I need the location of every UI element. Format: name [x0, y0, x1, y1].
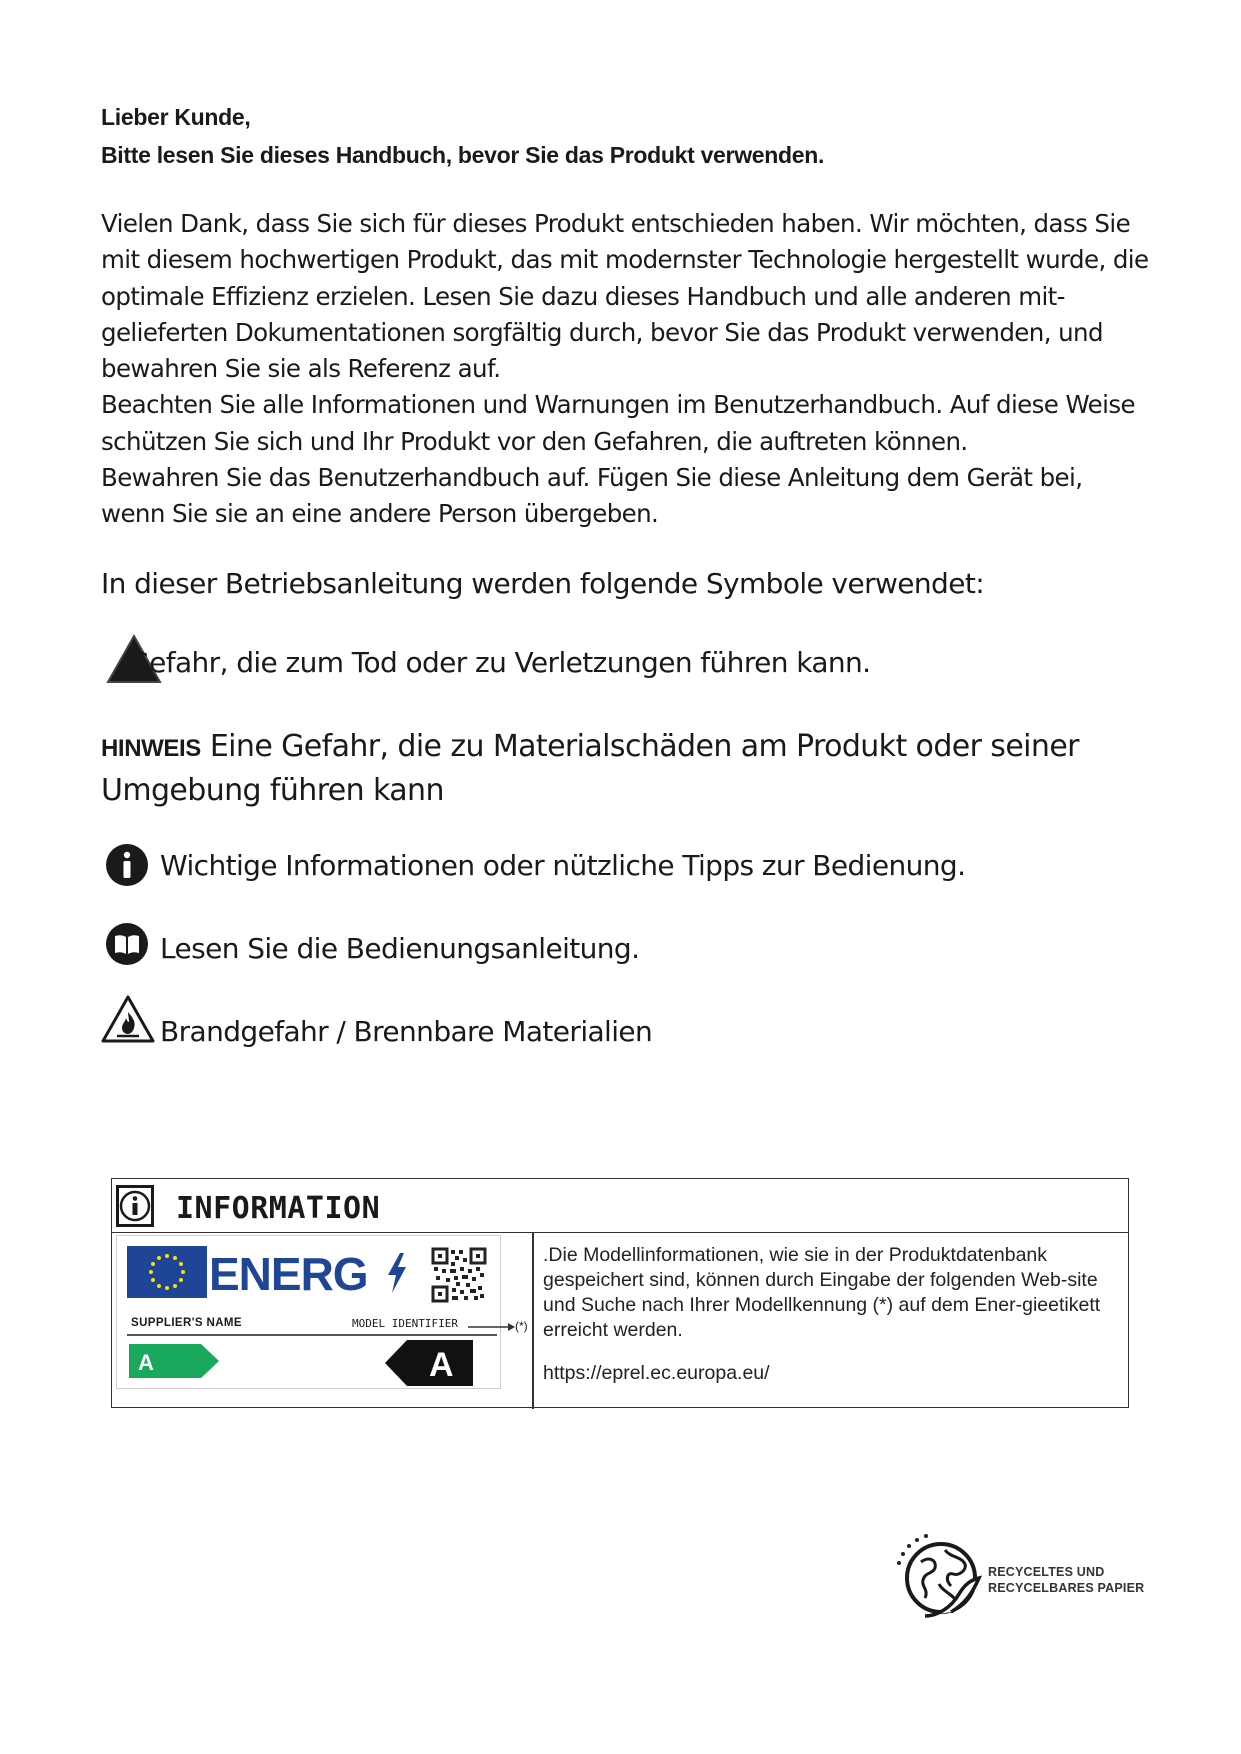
- notice-label: HINWEIS: [101, 735, 201, 762]
- energy-brand-logo: [207, 1246, 368, 1300]
- energy-class-scale-arrow: [129, 1344, 221, 1378]
- notice-row: [101, 726, 1161, 812]
- symbols-heading: In dieser Betriebsanleitung werden folgende Symbole verwendet:: [101, 567, 985, 600]
- notice-description: Eine Gefahr, die zu Materialschäden am Produkt oder seiner Umgebung führen kann: [101, 729, 1079, 808]
- manual-description: Lesen Sie die Bedienungsanleitung.: [160, 932, 640, 965]
- energy-class-rating-letter: A: [429, 1346, 454, 1384]
- information-text: [543, 1243, 1113, 1386]
- energy-class-scale-letter: A: [138, 1350, 154, 1375]
- label-divider: [127, 1334, 497, 1336]
- eu-flag-icon: [127, 1246, 207, 1298]
- recycled-paper-label: [988, 1564, 1144, 1596]
- recycled-paper-line-1: RECYCELTES UND: [988, 1565, 1105, 1579]
- information-title: INFORMATION: [176, 1191, 381, 1226]
- intro-paragraph-1: Vielen Dank, dass Sie sich für dieses Produkt entschieden haben. Wir möchten, dass Sie mit diesem hochwertigen Produkt, das mit modernster Technologie hergestellt wurde, die optimale Effizienz erzielen. Lesen Sie dazu dieses Handbuch und alle anderen mit-gelieferten Dokumentationen sorgfältig durch, bevor Sie das Produkt verwenden, und bewahren Sie sie als Referenz auf.: [101, 209, 1149, 384]
- energy-label: [116, 1235, 501, 1389]
- fire-description: Brandgefahr / Brennbare Materialien: [160, 1015, 653, 1048]
- danger-description: Gefahr, die zum Tod oder zu Verletzungen führen kann.: [128, 646, 871, 679]
- recycled-paper-line-2: RECYCELBARES PAPIER: [988, 1581, 1145, 1595]
- lightning-icon: [384, 1251, 410, 1295]
- qr-code-icon: [432, 1248, 486, 1302]
- fire-hazard-icon: [100, 994, 156, 1044]
- greeting-salutation: Lieber Kunde,: [101, 104, 251, 130]
- energy-brand-text: ENERG: [209, 1248, 368, 1300]
- model-pointer-arrow: [468, 1321, 516, 1333]
- info-square-icon: [116, 1185, 154, 1227]
- greeting: [101, 98, 824, 174]
- supplier-name-label: SUPPLIER'S NAME: [131, 1317, 242, 1329]
- information-header: [112, 1179, 1128, 1233]
- intro-paragraph-3: Bewahren Sie das Benutzerhandbuch auf. Fügen Sie diese Anleitung dem Gerät bei, wenn Sie sie an eine andere Person übergeben.: [101, 463, 1083, 529]
- information-box: [111, 1178, 1129, 1408]
- read-manual-icon: [104, 921, 150, 967]
- information-column-divider: [532, 1233, 534, 1409]
- greeting-instruction: Bitte lesen Sie dieses Handbuch, bevor Sie das Produkt verwenden.: [101, 142, 825, 168]
- info-description: Wichtige Informationen oder nützliche Tipps zur Bedienung.: [160, 849, 966, 882]
- information-description: .Die Modellinformationen, wie sie in der Produktdatenbank gespeichert sind, können durch Eingabe der folgenden Web-site und Suche nach Ihrer Modellkennung (*) auf dem Ener-gieetikett erreicht werden.: [543, 1244, 1101, 1341]
- intro-paragraph-2: Beachten Sie alle Informationen und Warnungen im Benutzerhandbuch. Auf diese Weise schützen Sie sich und Ihr Produkt vor den Gefahren, die auftreten können.: [101, 390, 1135, 456]
- model-identifier-label: MODEL IDENTIFIER: [352, 1317, 458, 1330]
- recycled-paper-globe-icon: [895, 1532, 983, 1624]
- model-asterisk-label: (*): [515, 1319, 528, 1333]
- info-icon: [104, 842, 150, 888]
- energy-class-rating-arrow: [385, 1340, 475, 1386]
- eprel-link[interactable]: https://eprel.ec.europa.eu/: [543, 1362, 770, 1384]
- intro-text: [101, 206, 1151, 533]
